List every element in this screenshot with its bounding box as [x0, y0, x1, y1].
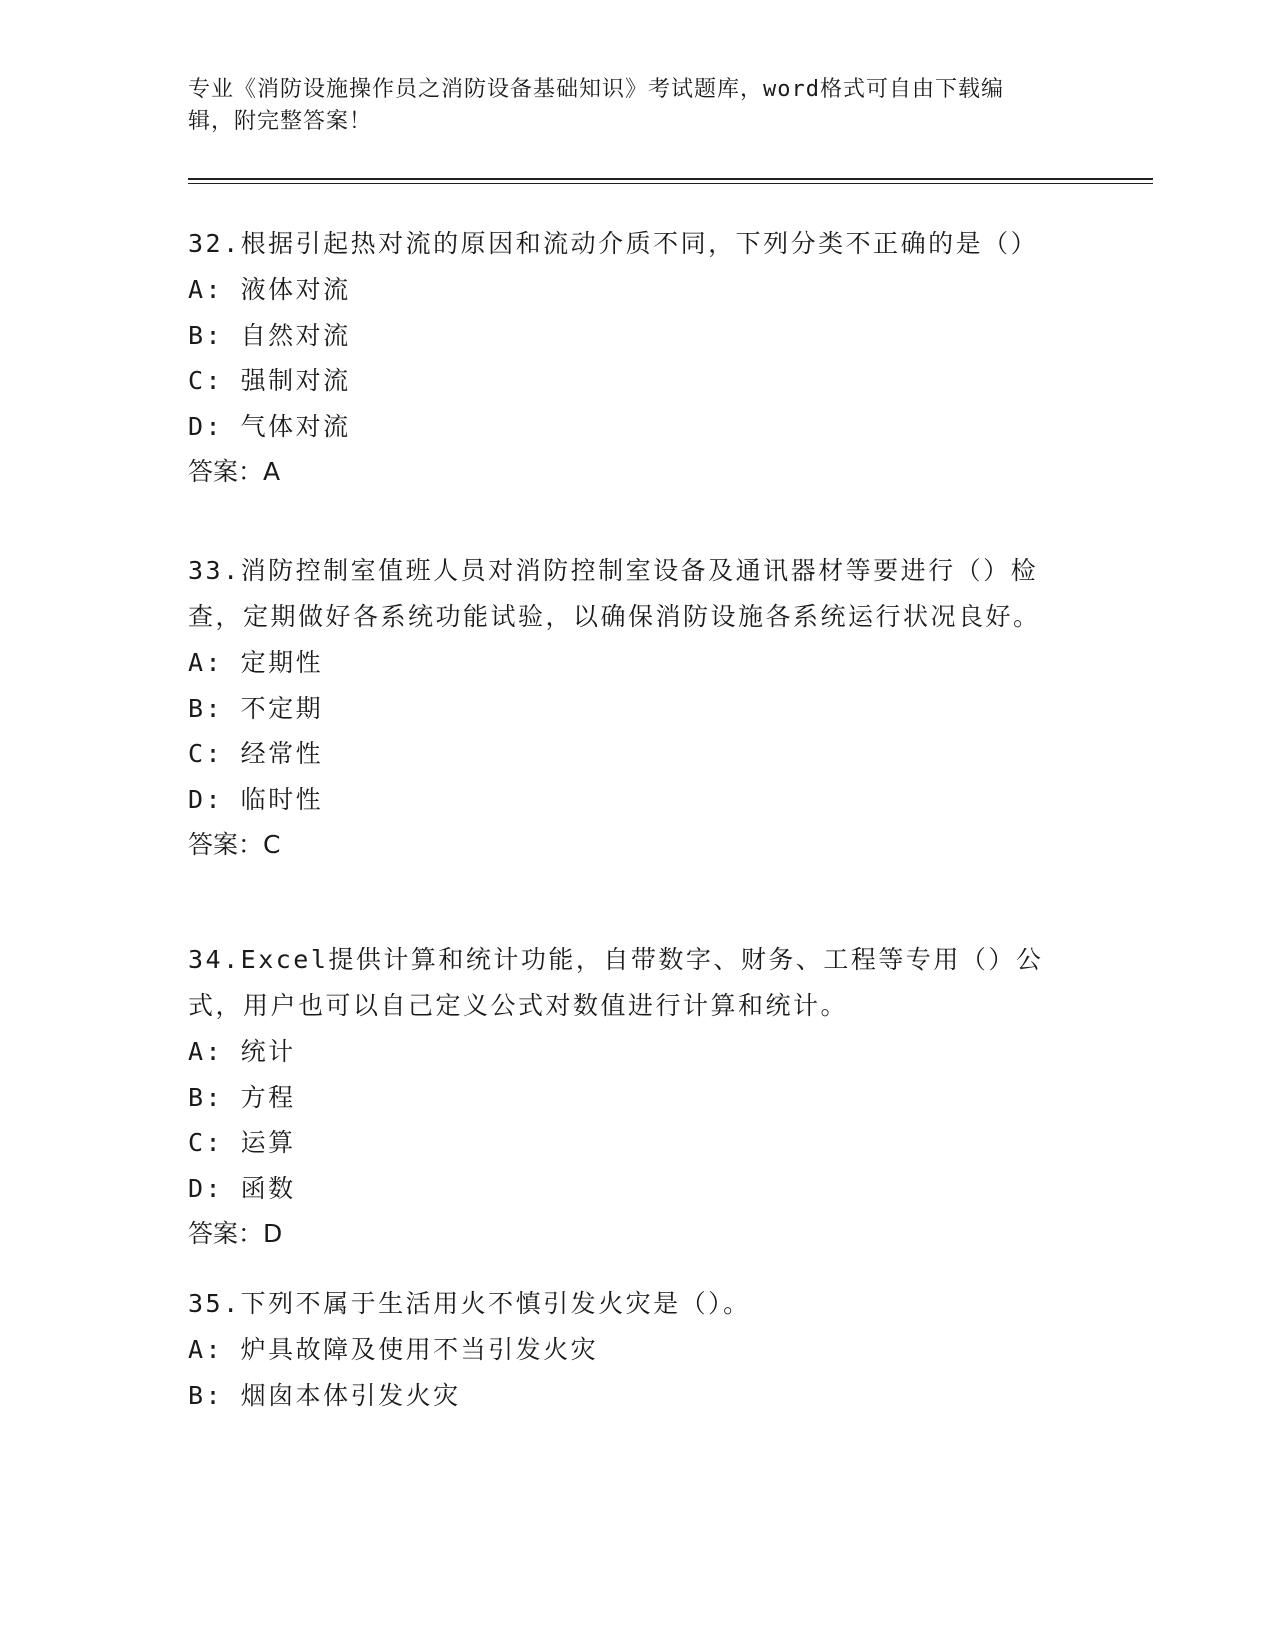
option-a: A: 炉具故障及使用不当引发火灾	[188, 1335, 599, 1364]
option-b: B: 烟囱本体引发火灾	[188, 1380, 461, 1410]
question-34	[188, 937, 1088, 1257]
question-stem: 35.下列不属于生活用火不慎引发火灾是（）。	[188, 1289, 751, 1318]
header-line-2: 辑，附完整答案！	[188, 109, 373, 134]
option-c: C: 经常性	[188, 739, 324, 768]
option-a: A: 液体对流	[188, 275, 351, 304]
header-divider-thick	[188, 178, 1153, 180]
option-d: D: 函数	[188, 1173, 296, 1203]
answer-label: 答案：D	[188, 1219, 283, 1248]
option-b: B: 自然对流	[188, 320, 351, 350]
question-stem: 34.Excel提供计算和统计功能，自带数字、财务、工程等专用（）公式，用户也可以自己定义公式对数值进行计算和统计。	[188, 945, 1044, 1020]
question-33	[188, 548, 1088, 868]
answer-label: 答案：C	[188, 830, 281, 859]
option-a: A: 统计	[188, 1037, 296, 1066]
option-d: D: 临时性	[188, 784, 324, 814]
question-32	[188, 221, 1088, 495]
header-line-1: 专业《消防设施操作员之消防设备基础知识》考试题库，word格式可自由下载编	[188, 77, 1004, 102]
header-divider-thin	[188, 183, 1153, 184]
option-b: B: 不定期	[188, 693, 324, 723]
question-stem: 32.根据引起热对流的原因和流动介质不同，下列分类不正确的是（）	[188, 229, 1039, 258]
option-b: B: 方程	[188, 1082, 296, 1112]
option-c: C: 运算	[188, 1128, 296, 1157]
option-c: C: 强制对流	[188, 366, 351, 395]
question-stem: 33.消防控制室值班人员对消防控制室设备及通讯器材等要进行（）检查，定期做好各系统功能试验，以确保消防设施各系统运行状况良好。	[188, 556, 1041, 631]
question-35	[188, 1281, 1088, 1418]
option-a: A: 定期性	[188, 648, 324, 677]
option-d: D: 气体对流	[188, 411, 351, 441]
document-header	[188, 74, 1068, 138]
answer-label: 答案：A	[188, 457, 281, 486]
